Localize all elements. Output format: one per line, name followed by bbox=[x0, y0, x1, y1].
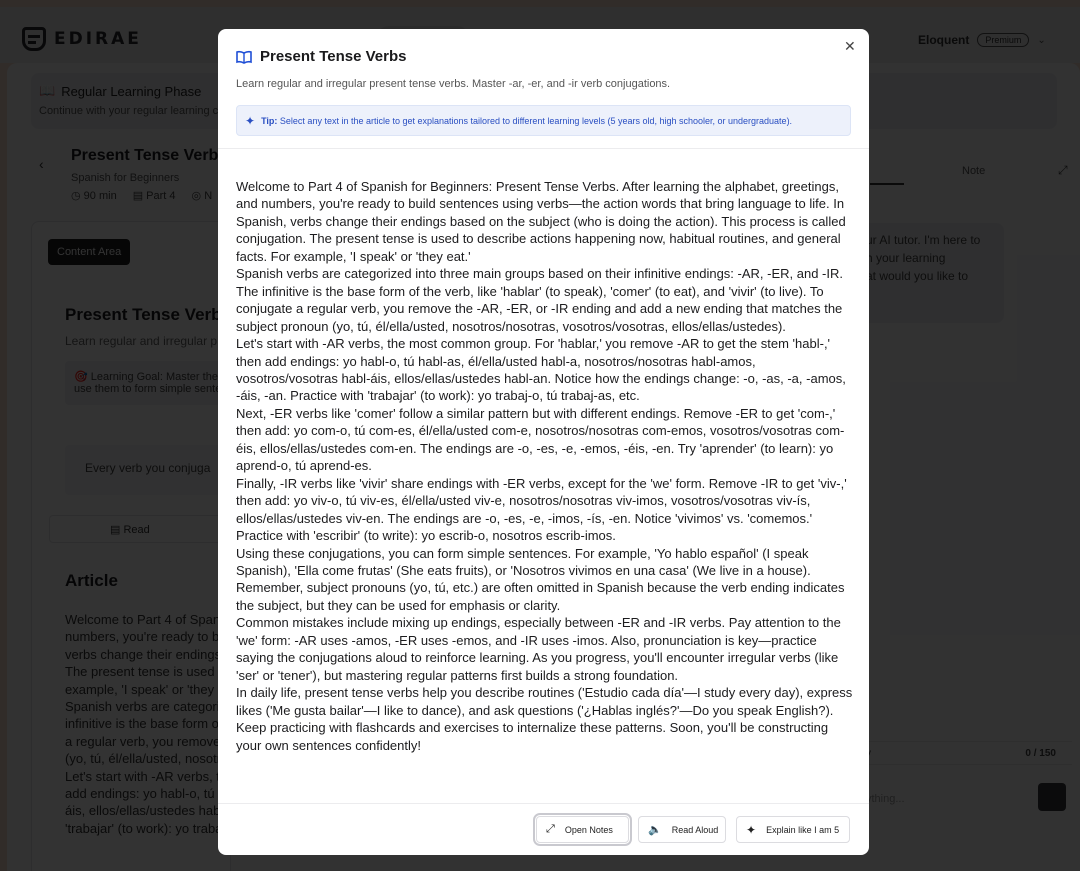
article-paragraph[interactable]: Using these conjugations, you can form simple sentences. For example, 'Yo hablo español' (I speak Spanish), 'Ella come frutas' (She eats fruits), or 'Nosotros vivimos en una casa' (We live in a house). Remember, subject pronouns (yo, tú, etc.) are often omitted in Spanish because the verb ending indicates the subject, but they can be used for emphasis or clarity. bbox=[236, 545, 845, 613]
sparkle-icon: ✦ bbox=[245, 113, 256, 128]
modal-footer bbox=[218, 803, 869, 855]
tip-box bbox=[236, 105, 851, 136]
article-modal bbox=[218, 29, 869, 855]
read-aloud-label: Read Aloud bbox=[671, 824, 719, 835]
article-paragraph[interactable]: In daily life, present tense verbs help you describe routines ('Estudio cada día'—I study every day), express likes ('Me gusta bailar'—I like to dance), and ask questions ('¿Hablas inglés?'—Do you speak English?). Keep practicing with flashcards and exercises to internalize these patterns. Soon, you'll be constructing your own sentences confidently! bbox=[236, 685, 853, 753]
modal-title: Present Tense Verbs bbox=[260, 48, 407, 65]
article-paragraph[interactable]: Finally, -IR verbs like 'vivir' share endings with -ER verbs, except for the 'we' form. Remove -IR to get 'viv-,' then add: yo viv-o, tú viv-es, él/ella/usted viv-e, nosotros/nosotras viv-imos, vosotros/vosotras viv-ís, ellos/ellas/ustedes viv-en. The endings are -o, -es, -e, -imos, -ís, -en. Notice 'vivimos' vs. 'comemos.' Practice with 'escribir' (to write): yo escrib-o, nosotros escrib-imos. bbox=[236, 475, 847, 544]
article-paragraph[interactable]: Welcome to Part 4 of Spanish for Beginners: Present Tense Verbs. After learning the alphabet, greetings, and numbers, you're ready to build sentences using verbs—the action words that bring language to life. In Spanish, verbs change their endings based on the subject (who is doing the action). This process is called conjugation. The present tense is used to describe actions happening now, habitual routines, and general facts. For example, 'I speak' or 'they eat.' bbox=[236, 179, 846, 264]
open-notes-button[interactable] bbox=[536, 816, 629, 843]
expand-icon: ⤢ bbox=[546, 823, 555, 835]
explain-label: Explain like I am 5 bbox=[766, 824, 840, 835]
article-paragraph[interactable]: Let's start with -AR verbs, the most common group. For 'hablar,' you remove -AR to get the stem 'habl-,' then add endings: yo habl-o, tú habl-as, él/ella/usted habl-a, nosotros/nosotras habl-amos, vosotros/vosotras habl-áis, ellos/ellas/ustedes habl-an. Notice how the endings change: -o, -as, -a, -amos, -áis, -an. Practice with 'trabajar' (to work): yo trabaj-o, tú trabaj-as, etc. bbox=[236, 336, 846, 404]
tip-label: Tip: bbox=[261, 115, 278, 126]
article-paragraph[interactable]: Common mistakes include mixing up endings, especially between -ER and -IR verbs. Pay attention to the 'we' form: -AR uses -amos, -ER uses -emos, and -IR uses -imos. Also, pronunciation is key—practice saying the conjugations aloud to reinforce learning. As you progress, you'll encounter irregular verbs (like 'ser' or 'tener'), but mastering regular patterns first builds a strong foundation. bbox=[236, 615, 841, 683]
explain-like-five-button[interactable] bbox=[736, 816, 850, 843]
speaker-icon: 🔈 bbox=[648, 824, 662, 836]
article-body[interactable] bbox=[236, 178, 854, 754]
open-notes-label: Open Notes bbox=[564, 824, 613, 835]
modal-description: Learn regular and irregular present tense verbs. Master -ar, -er, and -ir verb conjugations. bbox=[236, 78, 671, 90]
modal-title-row bbox=[236, 48, 406, 65]
read-aloud-button[interactable] bbox=[638, 816, 726, 843]
tip-text: Select any text in the article to get explanations tailored to different learning levels (5 years old, high schooler, or undergraduate). bbox=[279, 115, 793, 126]
sparkle-icon: ✦ bbox=[746, 822, 757, 837]
modal-header bbox=[218, 29, 869, 149]
close-icon[interactable]: ✕ bbox=[844, 38, 856, 54]
article-paragraph[interactable]: Spanish verbs are categorized into three main groups based on their infinitive endings: -AR, -ER, and -IR. The infinitive is the base form of the verb, like 'hablar' (to speak), 'comer' (to eat), and 'vivir' (to live). To conjugate a regular verb, you remove the -AR, -ER, or -IR ending and add a new ending that matches the subject pronoun (yo, tú, él/ella/usted, nosotros/nosotras, vosotros/vosotras, ellos/ellas/ustedes). bbox=[236, 266, 843, 334]
open-book-icon bbox=[236, 50, 252, 64]
article-paragraph[interactable]: Next, -ER verbs like 'comer' follow a similar pattern but with different endings. Remove -ER to get 'com-,' then add: yo com-o, tú com-es, él/ella/usted com-e, nosotros/nosotras com-emos, vosotros/vosotras com-éis, ellos/ellas/ustedes com-en. The endings are -o, -es, -e, -emos, -éis, -en. Try 'aprender' (to learn): yo aprend-o, tú aprend-es. bbox=[236, 405, 845, 474]
